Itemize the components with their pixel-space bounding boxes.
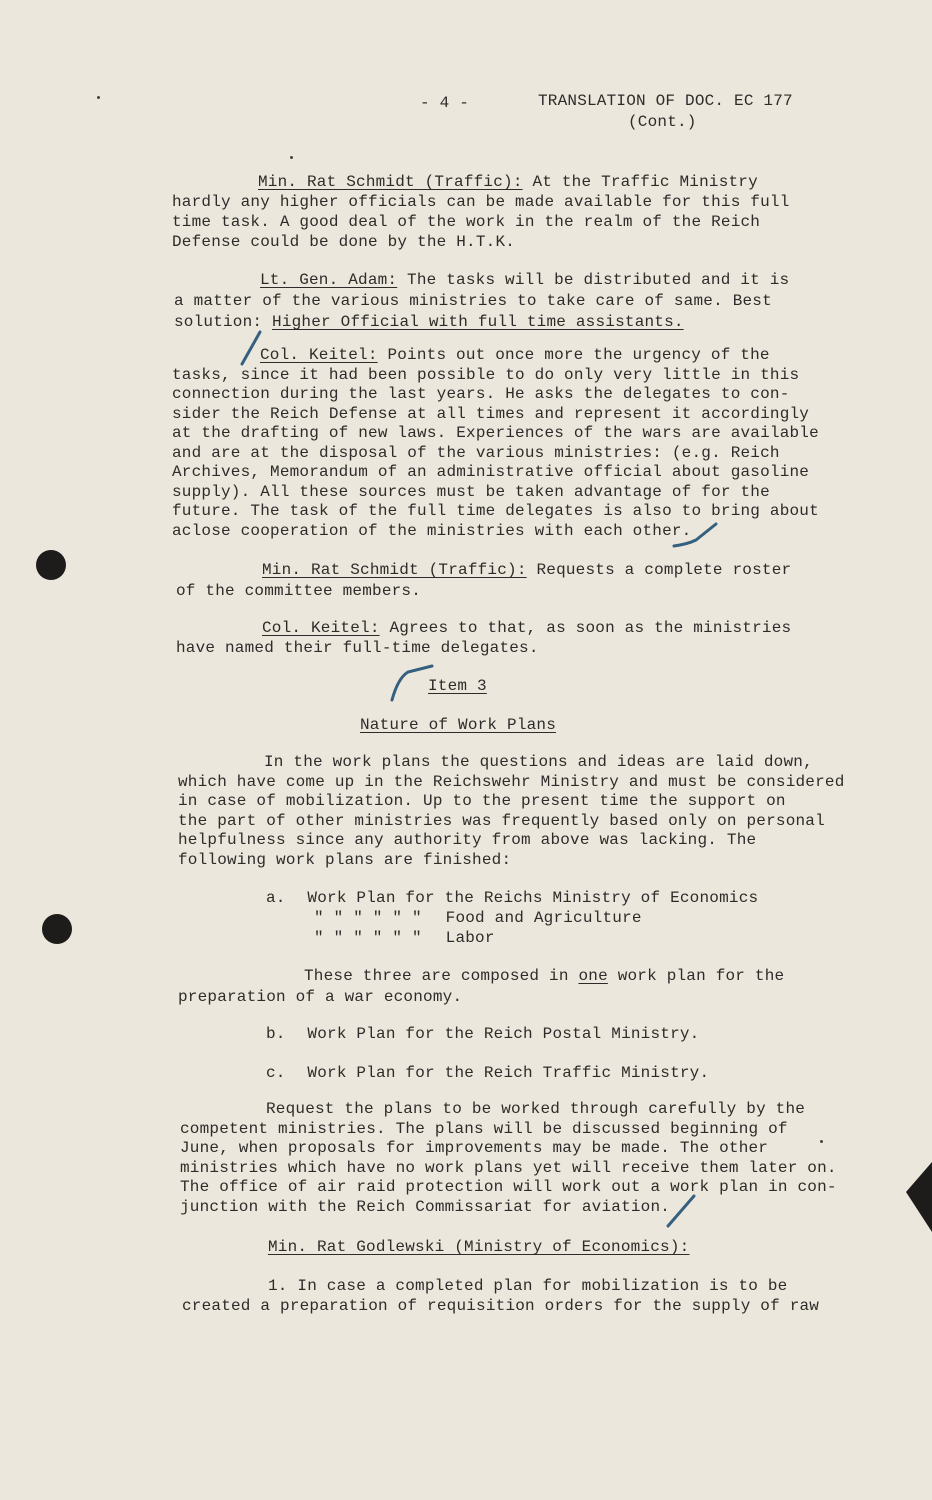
speaker-label: Col. Keitel:	[260, 346, 378, 364]
speck	[97, 96, 100, 99]
item-heading: Item 3	[428, 677, 487, 695]
speaker-label-godlewski: Min. Rat Godlewski (Ministry of Economics):	[268, 1238, 690, 1256]
underlined-solution: Higher Official with full time assistants.	[272, 313, 684, 331]
paragraph-9: 1. In case a completed plan for mobilization is to be created a preparation of requisition orders for the supply of raw	[182, 1277, 820, 1315]
paragraph-5: Col. Keitel: Agrees to that, as soon as the ministries have named their full-time delegates.	[176, 619, 792, 657]
document-title-cont: (Cont.)	[628, 113, 697, 131]
speaker-label: Min. Rat Schmidt (Traffic):	[262, 561, 527, 579]
speaker-label: Min. Rat Schmidt (Traffic):	[258, 173, 523, 191]
paragraph-4: Min. Rat Schmidt (Traffic): Requests a complete roster of the committee members.	[176, 561, 792, 600]
paragraph-6: In the work plans the questions and ideas are laid down, which have come up in the Reichswehr Ministry and must be considered in case of mobilization. Up to the present time the support on the part of other ministries was frequently based only on personal helpfulness since any authority from above was lacking. The following work plans are finished:	[178, 753, 845, 869]
pencil-mark-item	[386, 664, 436, 704]
item-subheading: Nature of Work Plans	[360, 716, 557, 734]
speck	[290, 156, 293, 159]
punch-hole-top	[36, 550, 66, 580]
pencil-mark-keitel	[238, 328, 268, 368]
paragraph-3: Col. Keitel: Points out once more the urgency of the tasks, since it had been possible to do only very little in this connection during the last years. He asks the delegates to con- sider the Reich Defense at all times and represent it accordingly at the drafting of new laws. Experiences of the wars are available and are at the disposal of the various ministries: (e.g. Reich Archives, Memorandum of an administrative official about gasoline supply). All these sources must be taken advantage of for the future. The task of the full time delegates is also to bring about aclose cooperation of the ministries with each other.	[172, 346, 819, 540]
paragraph-7: These three are composed in one work plan for the preparation of a war economy.	[178, 967, 785, 1006]
pencil-tick-aviation	[664, 1194, 704, 1230]
paragraph-1: Min. Rat Schmidt (Traffic): At the Traffic Ministry hardly any higher officials can be made available for this full time task. A good deal of the work in the realm of the Reich Defense could be done by the H.T.K.	[172, 173, 790, 251]
list-item-b: b. Work Plan for the Reich Postal Ministry.	[266, 1025, 700, 1043]
paragraph-2: Lt. Gen. Adam: The tasks will be distributed and it is a matter of the various ministries to take care of same. Best solution: Higher Official with full time assistants.	[174, 271, 790, 331]
punch-hole-bottom	[42, 914, 72, 944]
document-title: TRANSLATION OF DOC. EC 177	[538, 92, 793, 110]
list-item-a: a. Work Plan for the Reichs Ministry of Economics " " " " " " Food and Agriculture " " " " " " Labor	[266, 889, 759, 947]
paragraph-8: Request the plans to be worked through carefully by the competent ministries. The plans will be discussed beginning of June, when proposals for improvements may be made. The other ministries which have no work plans yet will receive them later on. The office of air raid protection will work out a work plan in con- junction with the Reich Commissariat for aviation.	[180, 1100, 837, 1216]
speaker-label: Col. Keitel:	[262, 619, 380, 637]
edge-tab-mark	[906, 1162, 932, 1232]
page-number: - 4 -	[420, 94, 470, 112]
list-item-c: c. Work Plan for the Reich Traffic Ministry.	[266, 1064, 710, 1082]
pencil-tick-cooperation	[672, 520, 722, 550]
speaker-label: Lt. Gen. Adam:	[260, 271, 398, 289]
